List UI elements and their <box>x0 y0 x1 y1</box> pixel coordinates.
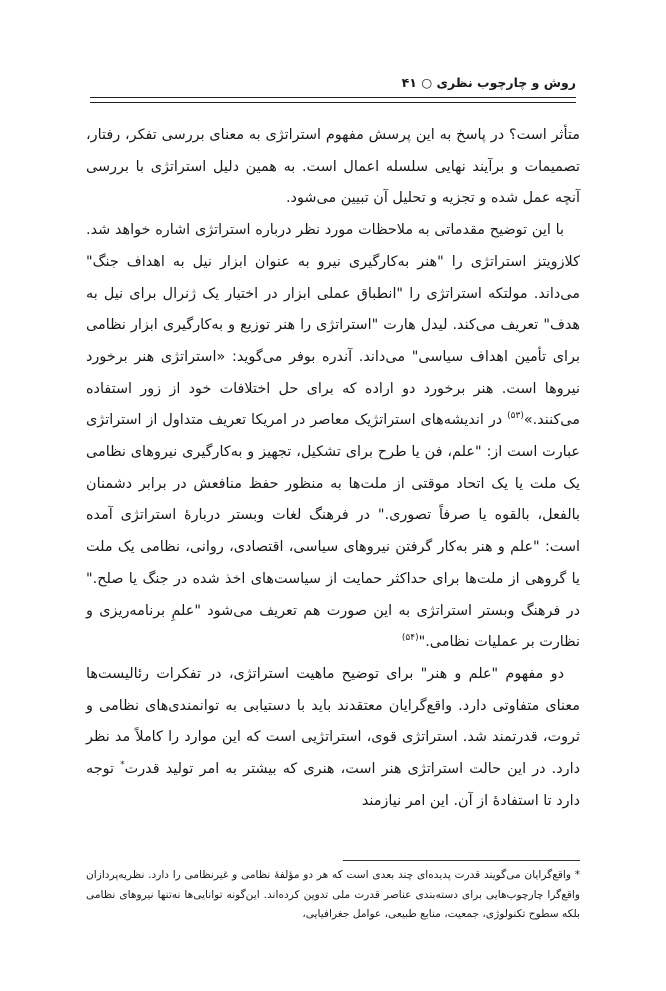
paragraph-2-text-a: با این توضیح مقدماتی به ملاحظات مورد نظر درباره استراتژی اشاره خواهد شد. کلازویتز استراتژی را "هنر به‌کارگیری نیرو به عنوان ابزار نیل به اهداف جنگ" می‌داند. مولتکه استراتژی را "انطباق عملی ابزار در اختیار یک ژنرال برای نیل به هدف" تعریف می‌کند. لیدل هارت "استراتژی را هنر توزیع و به‌کارگیری ابزار نظامی برای تأمین اهداف سیاسی" می‌داند. آندره بوفر می‌گوید: «استراتژی هنر برخورد نیروها است. هنر برخورد دو اراده که برای حل اختلافات خود از زور استفاده می‌کنند.» <box>86 222 580 429</box>
paragraph-3 <box>86 659 580 818</box>
paragraph-3-text-a: دو مفهوم "علم و هنر" برای توضیح ماهیت استراتژی، در تفکرات رئالیست‌ها معنای متفاوتی دارد. واقع‌گرایان معتقدند باید با دستیابی به توانمندی‌های نظامی و ثروت، قدرتمند شد. استراتژی قوی، استراتژیی است که این موارد را کاملاً مد نظر دارد. در این حالت استراتژی هنر است، هنری که بیشتر به امر تولید قدرت <box>86 665 581 778</box>
paragraph-2-text-b: در اندیشه‌های استراتژیک معاصر در امریکا تعریف متداول از استراتژی عبارت است از: "علم، فن یا طرح برای تشکیل، تجهیز و به‌کارگیری نیروهای نظامی یک ملت یا یک اتحاد موقتی از ملت‌ها به منظور حفظ منافعش در برابر دشمنان بالفعل، بالقوه یا صرفاً تصوری." در فرهنگ لغات وبستر دربارهٔ استراتژی آمده است: "علم و هنر به‌کار گرفتن نیروهای سیاسی، اقتصادی، روانی، نظامی یک ملت یا گروهی از ملت‌ها برای حداکثر حمایت از سیاست‌های اخذ شده در جنگ یا صلح." در فرهنگ وبستر استراتژی به این صورت هم تعریف می‌شود "علمِ برنامه‌ریزی و نظارت بر عملیات نظامی." <box>86 412 580 651</box>
body-text <box>86 120 580 817</box>
paragraph-2 <box>86 215 580 659</box>
footnote-text: * واقع‌گرایان می‌گویند قدرت پدیده‌ای چند بعدی است که هر دو مؤلفهٔ نظامی و غیرنظامی را دارد. نظریه‌پردازان واقع‌گرا چارچوب‌هایی برای دسته‌بندی عناصر قدرت ملی تدوین کرده‌اند. این‌گونه توانایی‌ها نه‌تنها نیروهای نظامی بلکه سطوح تکنولوژی، جمعیت، منابع طبیعی، عوامل جغرافیایی، <box>86 869 580 920</box>
paragraph-1: متأثر است؟ در پاسخ به این پرسش مفهوم استراتژی به معنای بررسی تفکر، رفتار، تصمیمات و برآیند نهایی سلسله اعمال است. به همین دلیل استراتژی با بررسی آنچه عمل شده و تجزیه و تحلیل آن تبیین می‌شود. <box>86 127 580 207</box>
footnotes <box>86 866 580 925</box>
paragraph-3-text-b: توجه دارد تا استفادهٔ از آن. این امر نیازمند <box>86 761 580 809</box>
running-header: روش و چارچوب نظری ○ ۴۱ <box>401 75 576 90</box>
header-double-rule <box>90 97 576 103</box>
citation-53: (۵۳) <box>507 411 524 422</box>
citation-54: (۵۴) <box>401 633 419 644</box>
footnote-marker: * <box>120 760 125 771</box>
footnote-rule <box>343 860 580 861</box>
